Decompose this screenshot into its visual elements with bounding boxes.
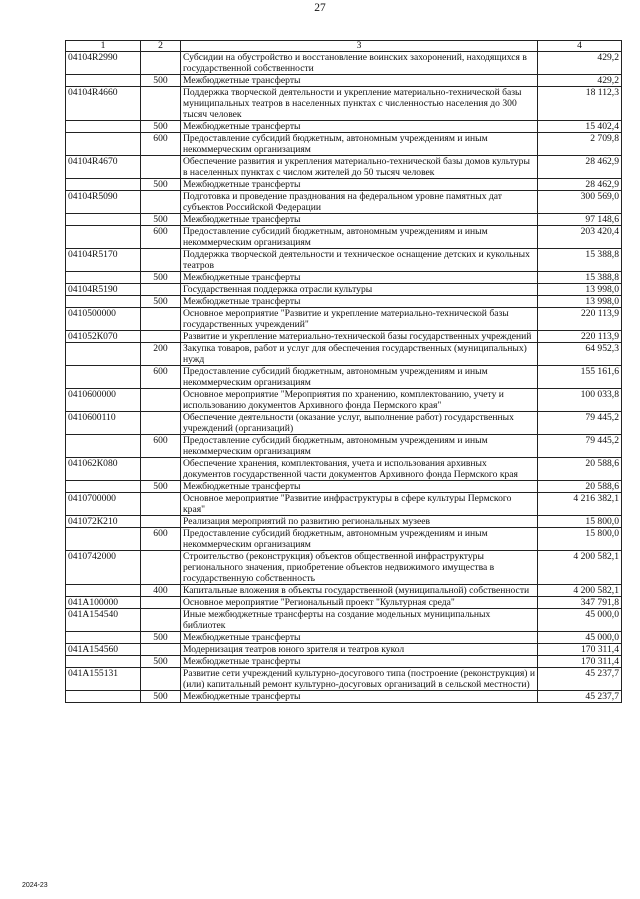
row-amount: 79 445,2	[538, 435, 622, 458]
row-description: Межбюджетные трансферты	[181, 272, 538, 284]
table-row	[66, 366, 622, 389]
row-expense-type	[141, 389, 181, 412]
row-amount: 64 952,3	[538, 343, 622, 366]
table-row	[66, 121, 622, 133]
header-col-1: 1	[66, 41, 141, 52]
row-description: Межбюджетные трансферты	[181, 121, 538, 133]
row-amount: 203 420,4	[538, 226, 622, 249]
row-description: Предоставление субсидий бюджетным, автономным учреждениям и иным некоммерческим организациям	[181, 435, 538, 458]
row-expense-type: 500	[141, 481, 181, 493]
row-code	[66, 121, 141, 133]
row-amount: 79 445,2	[538, 412, 622, 435]
row-description: Основное мероприятие "Мероприятия по хранению, комплектованию, учету и использованию документов Архивного фонда Пермского края"	[181, 389, 538, 412]
row-expense-type	[141, 52, 181, 75]
row-description: Основное мероприятие "Развитие и укрепление материально-технической базы государственных учреждений"	[181, 308, 538, 331]
table-row	[66, 214, 622, 226]
row-code	[66, 435, 141, 458]
row-code: 0410700000	[66, 493, 141, 516]
table-row	[66, 668, 622, 691]
table-row	[66, 296, 622, 308]
row-expense-type	[141, 493, 181, 516]
row-code: 04104R5190	[66, 284, 141, 296]
header-col-4: 4	[538, 41, 622, 52]
row-description: Обеспечение развития и укрепления материально-технической базы домов культуры в населенных пунктах с числом жителей до 50 тысяч человек	[181, 156, 538, 179]
header-col-2: 2	[141, 41, 181, 52]
row-expense-type: 500	[141, 75, 181, 87]
table-row	[66, 609, 622, 632]
row-expense-type: 500	[141, 214, 181, 226]
table-row	[66, 52, 622, 75]
page-number: 27	[314, 2, 326, 14]
table-row	[66, 156, 622, 179]
row-amount: 300 569,0	[538, 191, 622, 214]
row-expense-type	[141, 249, 181, 272]
table-row	[66, 226, 622, 249]
row-code: 04104R4670	[66, 156, 141, 179]
row-description: Строительство (реконструкция) объектов общественной инфраструктуры регионального значения, приобретение объектов недвижимого имущества в государственную собственность	[181, 551, 538, 585]
row-code	[66, 296, 141, 308]
row-amount: 347 791,8	[538, 597, 622, 609]
row-expense-type	[141, 284, 181, 296]
row-description: Развитие сети учреждений культурно-досугового типа (построение (реконструкция) и (или) капитальный ремонт культурно-досуговых организаций в сельской местности)	[181, 668, 538, 691]
row-amount: 15 800,0	[538, 516, 622, 528]
row-description: Межбюджетные трансферты	[181, 481, 538, 493]
row-description: Межбюджетные трансферты	[181, 179, 538, 191]
row-code	[66, 75, 141, 87]
row-description: Предоставление субсидий бюджетным, автономным учреждениям и иным некоммерческим организациям	[181, 528, 538, 551]
table-row	[66, 516, 622, 528]
row-code: 041А100000	[66, 597, 141, 609]
row-amount: 429,2	[538, 75, 622, 87]
table-row	[66, 632, 622, 644]
row-code	[66, 366, 141, 389]
row-description: Предоставление субсидий бюджетным, автономным учреждениям и иным некоммерческим организациям	[181, 226, 538, 249]
header-col-3: 3	[181, 41, 538, 52]
table-header-row	[66, 41, 622, 52]
row-description: Межбюджетные трансферты	[181, 75, 538, 87]
row-expense-type: 500	[141, 656, 181, 668]
table-row	[66, 585, 622, 597]
row-amount: 4 200 582,1	[538, 585, 622, 597]
row-code: 04104R5170	[66, 249, 141, 272]
row-amount: 97 148,6	[538, 214, 622, 226]
table-row	[66, 644, 622, 656]
row-amount: 15 402,4	[538, 121, 622, 133]
row-description: Поддержка творческой деятельности и техническое оснащение детских и кукольных театров	[181, 249, 538, 272]
row-description: Субсидии на обустройство и восстановление воинских захоронений, находящихся в государственной собственности	[181, 52, 538, 75]
row-code	[66, 632, 141, 644]
row-amount: 429,2	[538, 52, 622, 75]
row-expense-type	[141, 191, 181, 214]
table-row	[66, 481, 622, 493]
row-code: 0410742000	[66, 551, 141, 585]
row-expense-type: 500	[141, 272, 181, 284]
table-row	[66, 551, 622, 585]
row-description: Реализация мероприятий по развитию региональных музеев	[181, 516, 538, 528]
row-expense-type: 600	[141, 133, 181, 156]
row-expense-type: 600	[141, 435, 181, 458]
row-amount: 155 161,6	[538, 366, 622, 389]
row-amount: 15 800,0	[538, 528, 622, 551]
row-amount: 18 112,3	[538, 87, 622, 121]
row-description: Межбюджетные трансферты	[181, 296, 538, 308]
row-expense-type	[141, 597, 181, 609]
row-code: 04104R2990	[66, 52, 141, 75]
table-row	[66, 493, 622, 516]
table-row	[66, 133, 622, 156]
row-code	[66, 343, 141, 366]
row-description: Межбюджетные трансферты	[181, 656, 538, 668]
row-description: Закупка товаров, работ и услуг для обеспечения государственных (муниципальных) нужд	[181, 343, 538, 366]
row-expense-type: 500	[141, 179, 181, 191]
row-expense-type: 400	[141, 585, 181, 597]
row-description: Государственная поддержка отрасли культуры	[181, 284, 538, 296]
row-description: Предоставление субсидий бюджетным, автономным учреждениям и иным некоммерческим организациям	[181, 133, 538, 156]
row-description: Межбюджетные трансферты	[181, 632, 538, 644]
row-amount: 28 462,9	[538, 156, 622, 179]
row-description: Поддержка творческой деятельности и укрепление материально-технической базы муниципальных театров в населенных пунктах с численностью населения до 300 тысяч человек	[181, 87, 538, 121]
row-code: 041052К070	[66, 331, 141, 343]
row-expense-type	[141, 156, 181, 179]
row-code: 0410600110	[66, 412, 141, 435]
row-expense-type: 500	[141, 296, 181, 308]
row-code	[66, 133, 141, 156]
table-row	[66, 528, 622, 551]
row-code	[66, 481, 141, 493]
row-code: 041А155131	[66, 668, 141, 691]
table-row	[66, 87, 622, 121]
table-row	[66, 656, 622, 668]
row-expense-type	[141, 412, 181, 435]
table-row	[66, 412, 622, 435]
row-description: Основное мероприятие "Развитие инфраструктуры в сфере культуры Пермского края"	[181, 493, 538, 516]
row-amount: 13 998,0	[538, 284, 622, 296]
row-code: 041062К080	[66, 458, 141, 481]
row-amount: 45 000,0	[538, 609, 622, 632]
row-amount: 28 462,9	[538, 179, 622, 191]
row-expense-type: 600	[141, 226, 181, 249]
row-description: Межбюджетные трансферты	[181, 691, 538, 703]
row-description: Модернизация театров юного зрителя и театров кукол	[181, 644, 538, 656]
row-expense-type: 600	[141, 366, 181, 389]
row-amount: 15 388,8	[538, 272, 622, 284]
row-amount: 220 113,9	[538, 308, 622, 331]
table-row	[66, 597, 622, 609]
row-code	[66, 585, 141, 597]
row-amount: 15 388,8	[538, 249, 622, 272]
row-code: 041072К210	[66, 516, 141, 528]
row-code	[66, 528, 141, 551]
row-code	[66, 179, 141, 191]
table-row	[66, 75, 622, 87]
row-code	[66, 656, 141, 668]
row-expense-type: 200	[141, 343, 181, 366]
row-amount: 4 200 582,1	[538, 551, 622, 585]
row-expense-type	[141, 551, 181, 585]
row-code: 041А154560	[66, 644, 141, 656]
row-amount: 20 588,6	[538, 458, 622, 481]
row-expense-type: 600	[141, 528, 181, 551]
row-description: Подготовка и проведение празднования на федеральном уровне памятных дат субъектов Российской Федерации	[181, 191, 538, 214]
table-row	[66, 249, 622, 272]
row-amount: 45 237,7	[538, 691, 622, 703]
row-amount: 220 113,9	[538, 331, 622, 343]
row-code: 0410600000	[66, 389, 141, 412]
row-amount: 45 000,0	[538, 632, 622, 644]
table-row	[66, 343, 622, 366]
row-amount: 13 998,0	[538, 296, 622, 308]
table-row	[66, 458, 622, 481]
row-code	[66, 691, 141, 703]
row-expense-type	[141, 331, 181, 343]
table-row	[66, 308, 622, 331]
footer-code: 2024-23	[22, 882, 48, 889]
row-expense-type: 500	[141, 691, 181, 703]
table-row	[66, 435, 622, 458]
table-row	[66, 272, 622, 284]
row-expense-type	[141, 609, 181, 632]
row-amount: 100 033,8	[538, 389, 622, 412]
table-row	[66, 389, 622, 412]
row-description: Обеспечение деятельности (оказание услуг, выполнение работ) государственных учреждений (организаций)	[181, 412, 538, 435]
row-description: Капитальные вложения в объекты государственной (муниципальной) собственности	[181, 585, 538, 597]
table-row	[66, 179, 622, 191]
row-code: 04104R4660	[66, 87, 141, 121]
budget-table	[65, 40, 622, 703]
row-amount: 4 216 382,1	[538, 493, 622, 516]
row-expense-type	[141, 644, 181, 656]
row-amount: 170 311,4	[538, 656, 622, 668]
row-amount: 2 709,8	[538, 133, 622, 156]
row-amount: 45 237,7	[538, 668, 622, 691]
row-expense-type: 500	[141, 121, 181, 133]
row-code: 04104R5090	[66, 191, 141, 214]
table-row	[66, 284, 622, 296]
row-code	[66, 272, 141, 284]
row-code	[66, 214, 141, 226]
row-description: Основное мероприятие "Региональный проект "Культурная среда"	[181, 597, 538, 609]
row-expense-type	[141, 87, 181, 121]
row-amount: 170 311,4	[538, 644, 622, 656]
row-expense-type	[141, 458, 181, 481]
row-description: Межбюджетные трансферты	[181, 214, 538, 226]
row-expense-type	[141, 668, 181, 691]
row-expense-type	[141, 308, 181, 331]
row-amount: 20 588,6	[538, 481, 622, 493]
row-expense-type	[141, 516, 181, 528]
row-expense-type: 500	[141, 632, 181, 644]
table-row	[66, 331, 622, 343]
table-row	[66, 191, 622, 214]
row-description: Иные межбюджетные трансферты на создание модельных муниципальных библиотек	[181, 609, 538, 632]
row-description: Предоставление субсидий бюджетным, автономным учреждениям и иным некоммерческим организациям	[181, 366, 538, 389]
row-description: Обеспечение хранения, комплектования, учета и использования архивных документов государственной части документов Архивного фонда Пермского края	[181, 458, 538, 481]
row-description: Развитие и укрепление материально-технической базы государственных учреждений	[181, 331, 538, 343]
row-code: 0410500000	[66, 308, 141, 331]
row-code: 041А154540	[66, 609, 141, 632]
row-code	[66, 226, 141, 249]
table-row	[66, 691, 622, 703]
